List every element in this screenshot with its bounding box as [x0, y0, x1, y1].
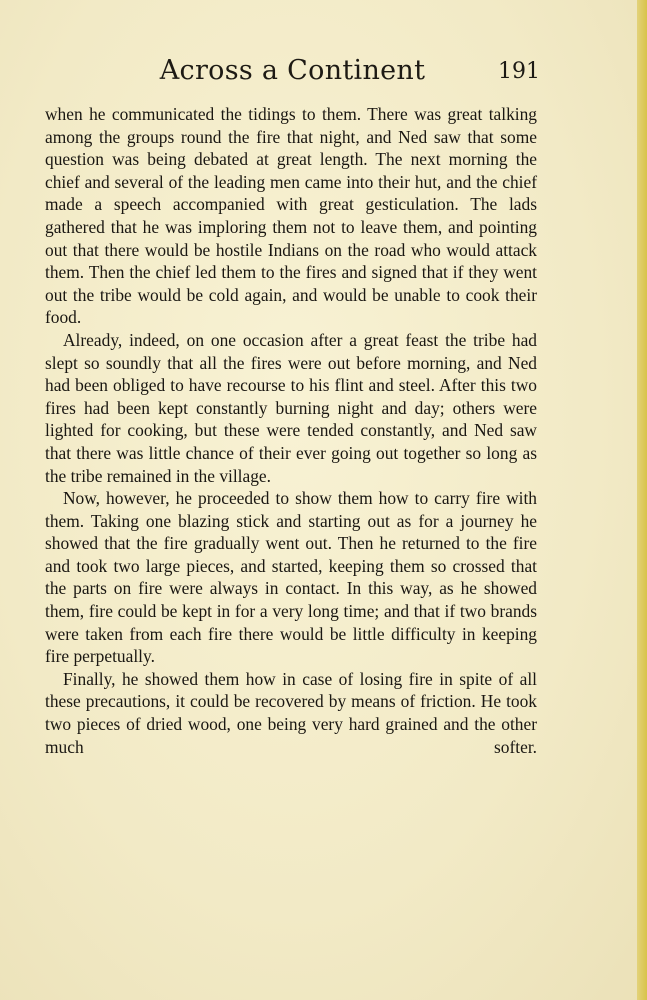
page-header [45, 55, 540, 95]
paragraph-1: when he communicated the tidings to them. There was great talking among the groups round the fire that night, and Ned saw that some question was being debated at great length. The next morning the chief and several of the leading men came into their hut, and the chief made a speech accompanied with great gesticulation. The lads gathered that he was imploring them not to leave them, and pointing out that there would be hostile Indians on the road who would attack them. Then the chief led them to the fires and signed that if they went out the tribe would be cold again, and would be unable to cook their food. [45, 104, 537, 328]
running-title: Across a Continent [159, 55, 426, 86]
page-edge [637, 0, 647, 1000]
paragraph-2: Already, indeed, on one occasion after a great feast the tribe had slept so soundly that all the fires were out before morning, and Ned had been obliged to have recourse to his flint and steel. After this two fires had been kept constantly burning night and day; others were lighted for cooking, but these were tended constantly, and Ned saw that there was little chance of their ever going out together so long as the tribe remained in the village. [45, 329, 537, 486]
page-number: 191 [498, 59, 540, 84]
paragraph-4: Finally, he showed them how in case of losing fire in spite of all these precautions, it could be recovered by means of friction. He took two pieces of dried wood, one being very hard grained and the other much softer. [45, 668, 537, 757]
body-text [45, 103, 537, 758]
paragraph-3: Now, however, he proceeded to show them how to carry fire with them. Taking one blazing stick and starting out as for a journey he showed that the fire gradually went out. Then he returned to the fire and took two large pieces, and started, keeping them so crossed that the parts on fire were always in contact. In this way, as he showed them, fire could be kept in for a very long time; and that if two brands were taken from each fire there would be little difficulty in keeping fire perpetually. [45, 488, 537, 667]
